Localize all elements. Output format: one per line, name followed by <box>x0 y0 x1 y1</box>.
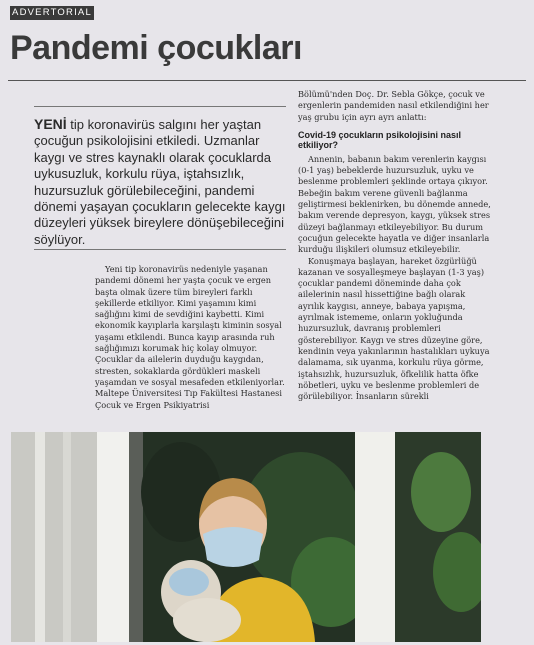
section-heading: Covid-19 çocukların psikolojisini nasıl etkiliyor? <box>298 129 462 151</box>
page-title: Pandemi çocukları <box>10 29 302 67</box>
title-rule <box>8 80 526 81</box>
section-tag: ADVERTORIAL <box>10 6 94 20</box>
column-right-paragraph-1: Annenin, babanın bakım verenlerin kaygısı (0-1 yaş) bebeklerde huzursuzluk, uyku ve beslenme problemleri şeklinde ortaya çıkıyor. Bebeğin bakım verene güvenli bağlanma geliştirmesi beklenirken, bu dönemde annede, bakım verende depresyon, kaygı, yüksek stres düzeyi bağlanmayı etkileyebiliyor. Bu durum çocuğun gelecekte hayatla ve diğer insanlarla kurduğu ilişkileri olumsuz etkileyebilir. <box>298 153 491 255</box>
column-right <box>298 89 494 402</box>
lead-top-rule <box>34 106 286 107</box>
lead-bottom-rule <box>34 249 286 250</box>
lead-kicker: YENİ <box>34 116 67 132</box>
column-left <box>95 264 285 411</box>
column-right-intro: Bölümü'nden Doç. Dr. Sebla Gökçe, çocuk ve ergenlerin pandemiden nasıl etkilendiğini her yaş grubu için ayrı ayrı anlattı: <box>298 89 489 122</box>
lead-text: tip koronavirüs salgını her yaştan çocuğun psikolojisini etkiledi. Uzmanlar kaygı ve stres kaynaklı olarak çocuklarda uykusuzluk, korkulu rüya, iştahsızlık, huzursuzluk görülebileceğini, pandemi dönemi yaşayan çocukların gelecekte kaygı düzeyleri yüksek bireylere dönüşebileceğini söylüyor. <box>34 117 286 247</box>
column-left-paragraph: Yeni tip koronavirüs nedeniyle yaşanan pandemi dönemi her yaşta çocuk ve ergen başta olmak üzere tüm bireyleri farklı şekillerde etkiliyor. Kimi yaşamını kimi sağlığını kimi de sevdiğini kaybetti. Kimi ekonomik kayıplarla karşılaştı kiminin sosyal yaşamı etkilendi. Bunca kayıp arasında ruh sağlığımızı korumak hiç kolay olmuyor. Çocuklar da ailelerin duyduğu kaygıdan, stresten, sokaklarda gördükleri maskeli yaşamdan ve sosyal mesafeden etkileniyorlar. Maltepe Üniversitesi Tıp Fakültesi Hastanesi Çocuk ve Ergen Psikiyatrisi <box>95 264 285 410</box>
column-right-paragraph-2: Konuşmaya başlayan, hareket özgürlüğü kazanan ve sosyalleşmeye başlayan (1-3 yaş) çocuklar pandemi döneminde daha çok ailelerinin nasıl hissettiğine bağlı olarak ayrılık kaygısı, anneye, babaya yapışma, ayrılmak istememe, onların yokluğunda huzursuzluk, davranış problemleri gösterebiliyor. Kaygı ve stres düzeyine göre, kendinin veya yakınlarının hastalıkları uykuya dalamama, sık uyanma, korkulu rüya görme, iştahsızlık, huzursuzluk, öfkelilik hatta öfke nöbetleri, uyku ve beslenme problemleri de görülebiliyor. İnsanların sürekli <box>298 255 490 402</box>
lead-paragraph <box>34 116 288 248</box>
child-window-photo <box>11 432 481 642</box>
